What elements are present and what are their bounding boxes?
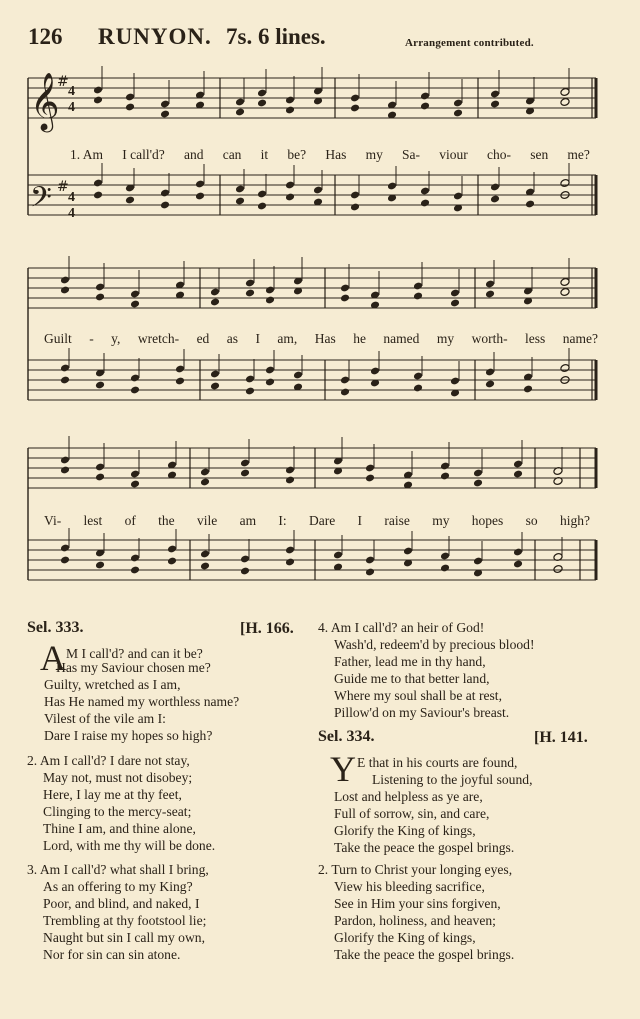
lyric-syllable: I call'd? [122,147,165,162]
note-head [340,388,350,397]
note-head [235,108,245,117]
verse-line: As an offering to my King? [43,878,193,894]
verse-line: Glorify the King of kings, [334,929,476,945]
note-head [453,109,463,118]
note-head [285,476,295,485]
lyrics-line-2 [44,331,598,347]
lyric-syllable: so [525,513,538,528]
svg-text:𝄞: 𝄞 [30,72,60,130]
lyric-syllable: wretch- [137,331,180,346]
note-head [265,296,275,305]
verse-line: Full of sorrow, sin, and care, [334,805,490,821]
note-head [95,561,105,570]
verse-line: 2. Am I call'd? I dare not stay, [27,753,190,768]
lyric-syllable: raise [384,513,410,528]
note-head [235,197,245,206]
verse-line: Has my Saviour chosen me? [56,660,211,675]
lyric-syllable: vile [197,513,218,528]
lyric-syllable: y, [111,331,121,346]
lyric-syllable: am [239,513,257,528]
lyric-syllable: can [222,147,242,162]
verse-line: Poor, and blind, and naked, I [43,895,200,911]
note-head [130,300,140,309]
note-head [560,98,570,107]
lyric-syllable: Dare [308,513,336,528]
note-head [560,288,570,297]
note-head [93,96,103,105]
note-head [413,292,423,301]
note-head [245,387,255,396]
note-head [95,293,105,302]
note-head [130,386,140,395]
meter: 7s. 6 lines. [226,24,326,49]
verse-line: Take the peace the gospel brings. [334,839,515,855]
verse-line: May not, must not disobey; [43,769,193,785]
verse-line: Has He named my worthless name? [44,693,240,709]
note-head [200,562,210,571]
svg-text:𝄢: 𝄢 [30,181,52,221]
verse-line: 3. Am I call'd? what shall I bring, [27,862,209,877]
lyric-syllable: less [525,331,546,346]
note-head [365,568,375,577]
sel-333-dropcap: A [40,638,66,678]
verse-line: Guide me to that better land, [334,670,490,686]
bass-clef [30,181,52,221]
verse-line: Take the peace the gospel brings. [334,946,515,962]
svg-text:#: # [57,179,69,195]
sel-333-verse-2 [27,753,215,854]
note-head [285,106,295,115]
note-head [257,202,267,211]
note-head [167,557,177,566]
note-heads [60,66,570,577]
note-head [473,479,483,488]
note-head [265,378,275,387]
treble-clef [30,72,60,133]
note-head [350,203,360,212]
verse-line: Listening to the joyful sound, [372,772,533,787]
verse-line: Here, I lay me at thy feet, [43,786,182,802]
lyric-syllable: of [124,513,136,528]
lyric-syllable: high? [559,513,590,528]
lyric-syllable: me? [567,147,590,162]
lyric-syllable: ed [196,331,210,346]
lyrics-line-1 [70,147,590,163]
note-head [95,381,105,390]
lyric-syllable: lest [83,513,103,528]
note-head [350,104,360,113]
note-head [60,466,70,475]
note-head [200,478,210,487]
note-head [365,474,375,483]
note-head [240,567,250,576]
note-head [60,376,70,385]
note-head [210,298,220,307]
verse-line: Naught but sin I call my own, [43,929,205,945]
lyric-syllable: I: [278,513,287,528]
verse-line: Glorify the King of kings, [334,822,476,838]
verse-line: Clinging to the mercy-seat; [43,803,192,819]
verse-line: Where my soul shall be at rest, [334,687,502,703]
note-head [160,201,170,210]
note-head [95,473,105,482]
lyric-syllable: my [432,513,450,528]
sel-333-ref: [H. 166. [240,620,294,637]
lyric-syllable: cho- [486,147,511,162]
lyric-syllable: my [436,331,455,346]
note-head [125,196,135,205]
arrangement-credit: Arrangement contributed. [405,37,534,49]
verse-line: Pillow'd on my Saviour's breast. [334,704,510,720]
svg-text:#: # [57,74,69,90]
verse-line: 2. Turn to Christ your longing eyes, [318,862,513,877]
lyric-syllable: - [89,331,94,346]
tune-name: RUNYON. [98,24,212,49]
page-number: 126 [28,24,63,49]
lyric-syllable: viour [439,147,468,162]
lyric-syllable: am, [277,331,298,346]
note-head [93,191,103,200]
sel-333-verse-3 [27,862,209,963]
lyric-syllable: I [255,331,260,346]
verse-line: Father, lead me in thy hand, [334,653,486,669]
lyric-syllable: be? [287,147,307,162]
note-head [513,470,523,479]
verse-line: Lost and helpless as ye are, [334,788,483,804]
lyric-syllable: Guilt [44,331,72,346]
note-head [257,99,267,108]
verse-line: Nor for sin can sin atone. [43,946,181,962]
note-head [60,286,70,295]
note-head [490,100,500,109]
note-head [420,199,430,208]
note-head [413,384,423,393]
sel-334-first-line: E that in his courts are found, [357,755,518,770]
note-head [285,558,295,567]
lyric-syllable: Sa- [402,147,421,162]
note-head [525,200,535,209]
verse-line: Guilty, wretched as I am, [44,676,181,692]
lyric-syllable: as [226,331,239,346]
verse-line: Trembling at thy footstool lie; [43,912,207,928]
note-head [240,469,250,478]
lyric-syllable: he [353,331,366,346]
verse-line: Vilest of the vile am I: [44,710,166,726]
note-head [553,565,563,574]
note-head [490,195,500,204]
lyric-syllable: the [158,513,175,528]
note-head [340,294,350,303]
svg-text:4: 4 [68,84,75,99]
note-head [513,560,523,569]
verse-line: Wash'd, redeem'd by precious blood! [334,636,535,652]
svg-text:4: 4 [68,206,75,221]
lyric-syllable: Vi- [44,513,62,528]
sel-333-heading: Sel. 333. [27,619,84,636]
note-head [245,289,255,298]
sel-334-verse-2 [318,862,514,963]
lyric-syllable: I [357,513,363,528]
lyric-syllable: named [383,331,420,346]
verse-line: Dare I raise my hopes so high? [44,727,213,743]
note-head [160,110,170,119]
svg-text:4: 4 [68,190,75,205]
svg-text:4: 4 [68,100,75,115]
note-head [440,564,450,573]
note-head [420,102,430,111]
lyric-syllable: Has [314,331,336,346]
verse-line: See in Him your sins forgiven, [334,895,501,911]
lyric-syllable: and [183,147,204,162]
sel-334-verse-1 [334,772,532,857]
verse-line: 4. Am I call'd? an heir of God! [318,620,485,635]
sel-333-verse-1 [44,660,239,745]
note-head [195,192,205,201]
sel-334-ref: [H. 141. [534,729,588,746]
verse-line: Lord, with me thy will be done. [43,837,216,853]
lyric-syllable: 1. Am [70,147,104,162]
lyric-syllable: sen [530,147,549,162]
note-head [130,480,140,489]
note-head [60,556,70,565]
lyric-syllable: name? [562,331,598,346]
note-head [130,566,140,575]
lyric-syllable: Has [325,147,347,162]
verse-line: Pardon, holiness, and heaven; [334,912,496,928]
verse-line: Thine I am, and thine alone, [43,820,196,836]
lyric-syllable: worth- [471,331,508,346]
sel-333-first-line: M I call'd? and can it be? [66,646,203,661]
lyric-syllable: my [365,147,383,162]
lyrics-line-3 [44,513,590,529]
note-head [125,103,135,112]
lyric-syllable: it [260,147,269,162]
sel-334-dropcap: Y [330,749,356,789]
note-head [285,193,295,202]
note-head [485,290,495,299]
verse-line: View his bleeding sacrifice, [334,878,485,894]
note-head [485,380,495,389]
sel-334-heading: Sel. 334. [318,728,375,745]
note-head [440,472,450,481]
note-head [175,377,185,386]
lyric-syllable: hopes [471,513,504,528]
sel-333-verse-4 [318,620,534,721]
note-head [210,382,220,391]
note-head [523,385,533,394]
note-head [450,299,460,308]
